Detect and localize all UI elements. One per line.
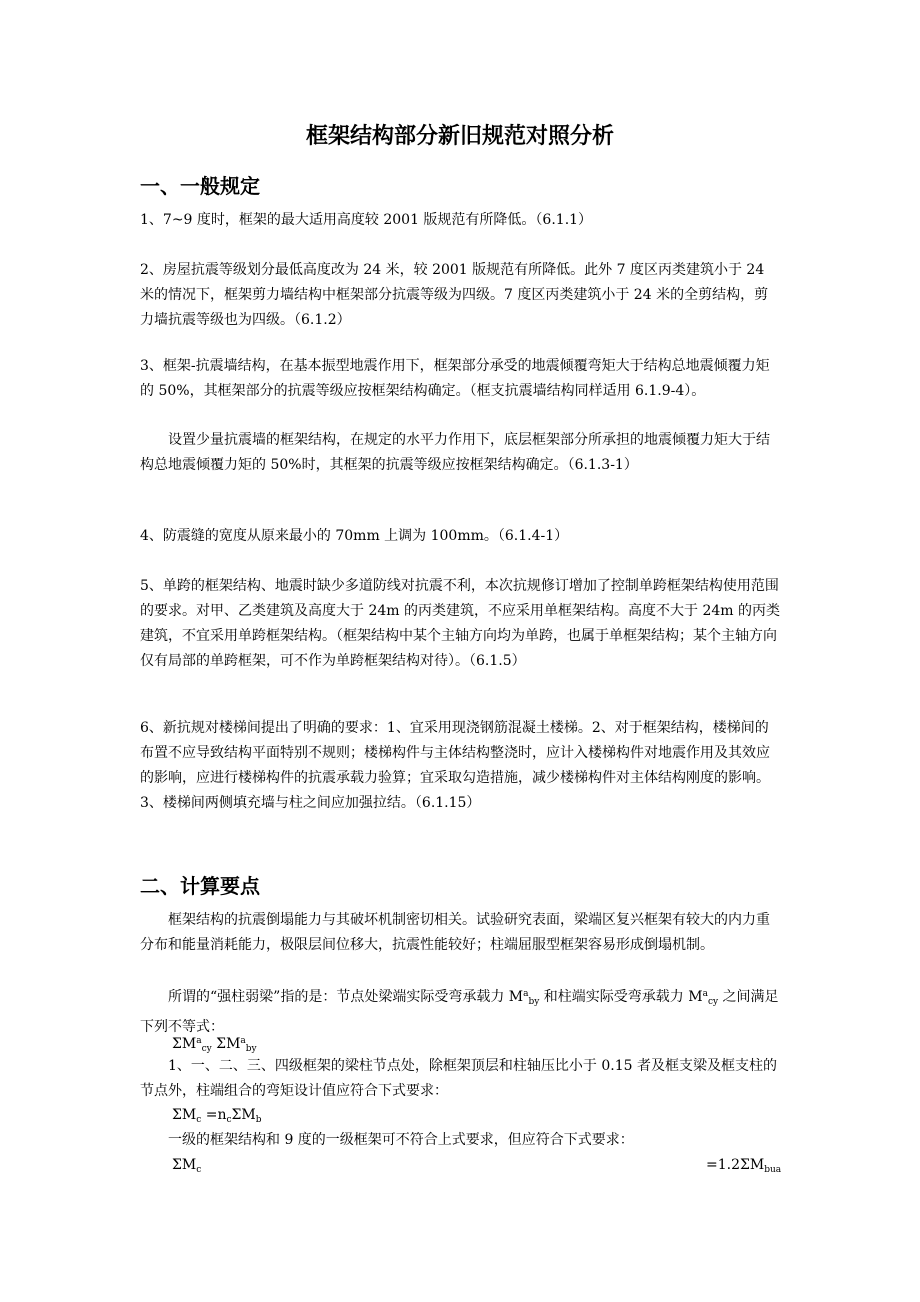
p2-text-c: 之间满足下列不等式： xyxy=(140,989,779,1035)
f2-sub-2: c xyxy=(226,1115,232,1125)
calc-paragraph-4: 一级的框架结构和 9 度的一级框架可不符合上式要求，但应符合下式要求： xyxy=(168,1132,634,1148)
f2-text-c: ΣM xyxy=(231,1107,256,1123)
paragraph-5: 5、单跨的框架结构、地震时缺少多道防线对抗震不利，本次抗规修订增加了控制单跨框架结构使用范围的要求。对甲、乙类建筑及高度大于 24m 的丙类建筑，不应采用单框架结构。高度不大于 24m 的丙类建筑，不宜采用单跨框架结构。（框架结构中某个主轴方向均为单跨，也属于单框架结构；某个主轴方向仅有局部的单跨框架，可不作为单跨框架结构对待）。（6.1.5） xyxy=(140,578,780,669)
p2-text-b: 和柱端实际受弯承载力 M xyxy=(539,989,703,1005)
p2-sub-2: cy xyxy=(707,997,719,1007)
f1-sub-2: by xyxy=(245,1044,257,1054)
paragraph-3: 3、框架-抗震墙结构，在基本振型地震作用下，框架部分承受的地震倾覆弯矩大于结构总地震倾覆力矩的 50%，其框架部分的抗震等级应按框架结构确定。（框支抗震墙结构同样适用 6.1.9-4）。 xyxy=(140,358,770,399)
calc-paragraph-3: 1、一、二、三、四级框架的梁柱节点处，除框架顶层和柱轴压比小于 0.15 者及框支梁及框支柱的节点外，柱端组合的弯矩设计值应符合下式要求： xyxy=(140,1058,777,1099)
paragraph-6: 6、新抗规对楼梯间提出了明确的要求：1、宜采用现浇钢筋混凝土楼梯。2、对于框架结构，楼梯间的布置不应导致结构平面特别不规则；楼梯构件与主体结构整浇时，应计入楼梯构件对地震作用及其效应的影响，应进行楼梯构件的抗震承载力验算；宜采取勾造措施，减少楼梯构件对主体结构刚度的影响。3、楼梯间两侧填充墙与柱之间应加强拉结。（6.1.15） xyxy=(140,720,770,811)
p2-sup-2: a xyxy=(702,989,708,999)
f1-sup-2: a xyxy=(240,1036,246,1046)
f2-text-b: =n xyxy=(201,1107,227,1123)
formula-3-right xyxy=(706,1154,781,1181)
calc-paragraph-1: 框架结构的抗震倒塌能力与其破坏机制密切相关。试验研究表面，梁端区复兴框架有较大的内力重分布和能量消耗能力，极限层间位移大，抗震性能较好；柱端屈服型框架容易形成倒塌机制。 xyxy=(140,912,770,953)
f3-left-text: ΣM xyxy=(172,1157,197,1173)
f1-text-a: ΣM xyxy=(172,1036,197,1052)
f1-sub-1: cy xyxy=(201,1044,212,1054)
formula-2 xyxy=(172,1104,262,1131)
p2-sup-1: a xyxy=(523,989,529,999)
paragraph-2: 2、房屋抗震等级划分最低高度改为 24 米，较 2001 版规范有所降低。此外 7 度区丙类建筑小于 24 米的情况下，框架剪力墙结构中框架部分抗震等级为四级。7 度区丙类建筑小于 24 米的全剪结构，剪力墙抗震等级也为四级。（6.1.2） xyxy=(140,262,769,328)
formula-3-left xyxy=(172,1154,201,1181)
f3-left-sub: c xyxy=(196,1165,202,1175)
p2-text-a: 所谓的“强柱弱梁”指的是：节点处梁端实际受弯承载力 M xyxy=(168,989,524,1005)
f1-sup-1: a xyxy=(196,1036,202,1046)
paragraph-3b: 设置少量抗震墙的框架结构，在规定的水平力作用下，底层框架部分所承担的地震倾覆力矩大于结构总地震倾覆力矩的 50%时，其框架的抗震等级应按框架结构确定。（6.1.3-1） xyxy=(140,432,770,473)
f1-text-b: ΣM xyxy=(211,1036,241,1052)
f2-sub-1: c xyxy=(196,1115,202,1125)
p2-sub-1: by xyxy=(528,997,540,1007)
f3-right-sub: bua xyxy=(764,1165,782,1175)
f2-text-a: ΣM xyxy=(172,1107,197,1123)
f2-sub-3: b xyxy=(255,1115,262,1125)
document-title: 框架结构部分新旧规范对照分析 xyxy=(305,124,614,149)
paragraph-4: 4、防震缝的宽度从原来最小的 70mm 上调为 100mm。（6.1.4-1） xyxy=(140,528,569,544)
f3-right-text: =1.2ΣM xyxy=(706,1157,765,1173)
paragraph-1: 1、7~9 度时，框架的最大适用高度较 2001 版规范有所降低。（6.1.1） xyxy=(140,212,593,228)
section-heading-calculation: 二、计算要点 xyxy=(140,874,260,898)
section-heading-general: 一、一般规定 xyxy=(140,174,260,198)
